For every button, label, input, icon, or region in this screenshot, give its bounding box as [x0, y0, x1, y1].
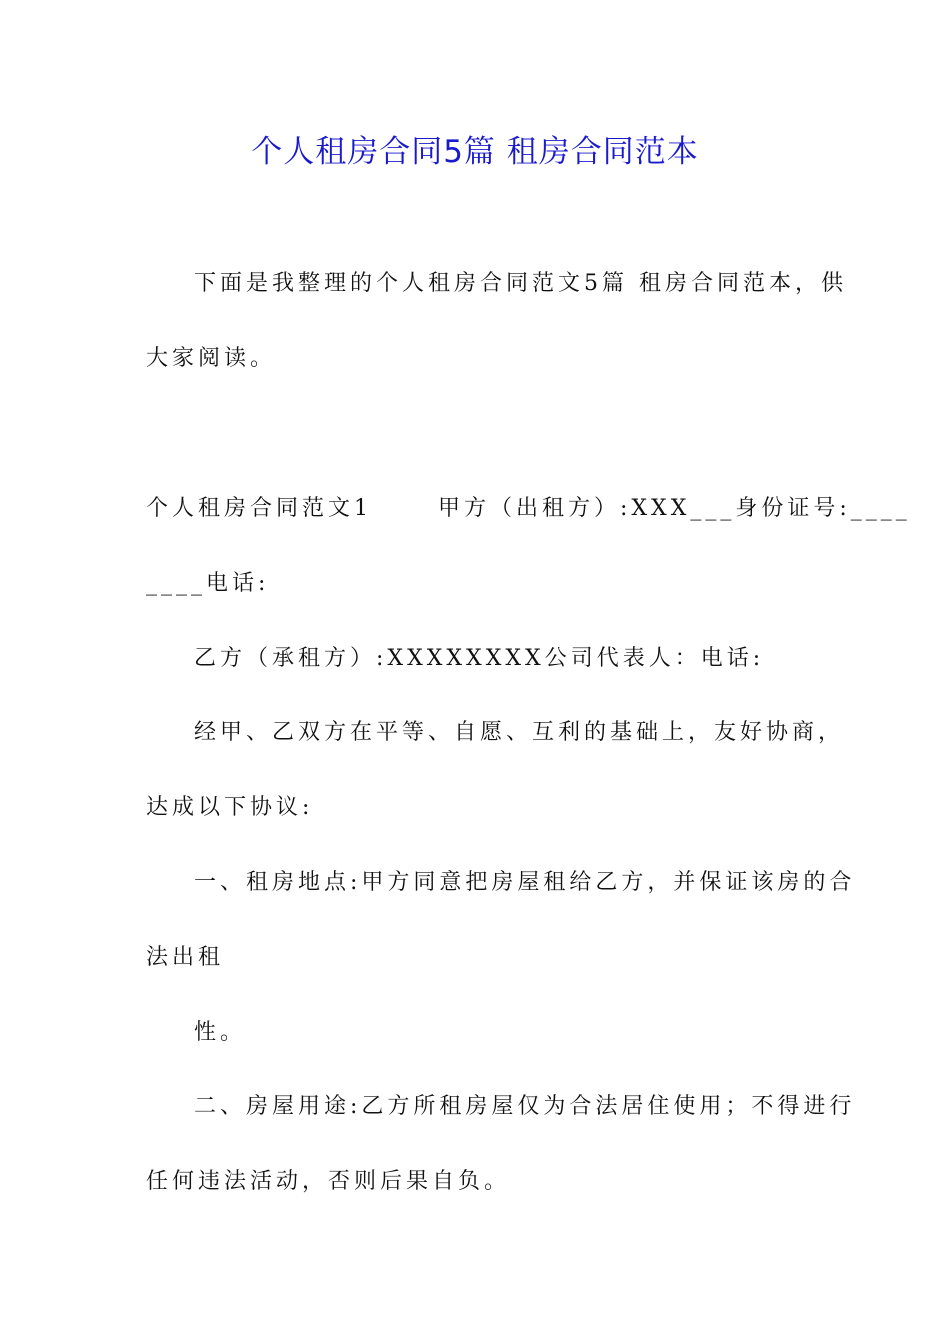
clause-1-line-1: 一、租房地点:甲方同意把房屋租给乙方，并保证该房的合 — [194, 870, 856, 895]
clause-2-line-2: 任何违法活动，否则后果自负。 — [146, 1169, 511, 1194]
contract-heading-party-a-line: 个人租房合同范文1 甲方（出租方）:XXX___身份证号:____ — [146, 496, 911, 521]
intro-paragraph-line-1: 下面是我整理的个人租房合同范文5篇 租房合同范本，供 — [194, 271, 847, 296]
document-title: 个人租房合同5篇 租房合同范本 — [251, 134, 699, 170]
clause-1-line-3: 性。 — [194, 1020, 247, 1045]
intro-paragraph-line-2: 大家阅读。 — [146, 346, 277, 371]
clause-2-line-1: 二、房屋用途:乙方所租房屋仅为合法居住使用；不得进行 — [194, 1094, 856, 1119]
agreement-preamble-line-2: 达成以下协议: — [146, 795, 314, 820]
party-b-line: 乙方（承租方）:XXXXXXXX公司代表人：电话: — [194, 646, 765, 671]
agreement-preamble-line-1: 经甲、乙双方在平等、自愿、互利的基础上，友好协商， — [194, 720, 845, 745]
clause-1-line-2: 法出租 — [146, 945, 225, 970]
party-a-phone-line: ____电话: — [146, 571, 270, 596]
